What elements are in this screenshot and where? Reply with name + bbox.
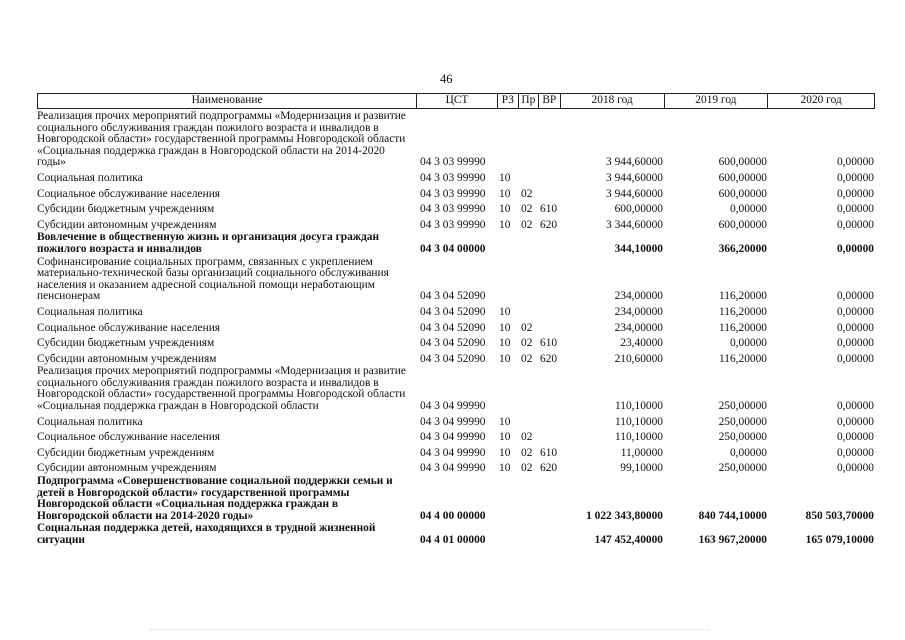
table-row [37, 350, 875, 366]
cell-y2019: 116,20000 [719, 352, 767, 365]
cell-name: Софинансирование социальных программ, связанных с укреплением материально-технической базы организаций социального обслуживания населения и оказанием адресной социальной помощи неработающим пенсионерам [37, 255, 389, 303]
cell-name: Социальное обслуживание населения [37, 187, 221, 200]
table-row [37, 475, 875, 522]
cell-y2020: 0,00000 [836, 305, 874, 318]
cell-y2020: 0,00000 [836, 156, 874, 169]
cell-cst: 04 3 04 52090 [420, 352, 486, 365]
cell-pr: 02 [521, 321, 533, 334]
table-row [37, 459, 875, 475]
cell-pr: 02 [521, 462, 533, 475]
cell-y2020: 0,00000 [836, 203, 874, 216]
cell-pr: 02 [521, 187, 533, 200]
header-2020: 2020 год [800, 94, 842, 106]
cell-y2020: 0,00000 [836, 218, 874, 231]
cell-name: Социальное обслуживание населения [37, 321, 221, 334]
cell-name: Социальная политика [37, 171, 143, 184]
header-name: Наименование [38, 94, 417, 108]
table-row [37, 256, 875, 303]
cell-pr: 02 [521, 218, 533, 231]
cell-vr: 620 [540, 352, 558, 365]
cell-y2018: 11,00000 [620, 446, 663, 459]
cell-y2019: 600,00000 [718, 171, 767, 184]
cell-vr: 620 [540, 218, 558, 231]
cell-y2020: 0,00000 [836, 352, 874, 365]
cell-rz: 10 [499, 171, 511, 184]
cell-y2018: 600,00000 [614, 203, 663, 216]
cell-vr: 620 [540, 462, 558, 475]
cell-cst: 04 3 04 52090 [420, 337, 486, 350]
cell-cst: 04 3 04 99990 [420, 400, 486, 413]
cell-y2019: 116,20000 [719, 290, 767, 303]
cell-cst: 04 3 04 99990 [420, 431, 486, 444]
cell-y2019: 0,00000 [729, 203, 767, 216]
cell-pr: 02 [521, 352, 533, 365]
cell-y2018: 1 022 343,80000 [586, 509, 663, 522]
cell-rz: 10 [499, 187, 511, 200]
page-number: 46 [440, 72, 453, 86]
cell-y2019: 840 744,10000 [698, 509, 767, 522]
cell-cst: 04 3 03 99990 [420, 156, 486, 169]
cell-name: Реализация прочих мероприятий подпрограммы «Модернизация и развитие социального обслуживания граждан пожилого возраста и инвалидов в Новгородской области» государственной программы Новгородской области «Социальная поддержка граждан в Новгородской области на 2014-2020 годы» [37, 110, 406, 169]
cell-cst: 04 3 03 99990 [420, 203, 486, 216]
cell-y2018: 99,10000 [620, 462, 663, 475]
cell-cst: 04 3 04 99990 [420, 415, 486, 428]
cell-y2019: 250,00000 [718, 462, 767, 475]
table-body [37, 110, 875, 547]
cell-y2020: 0,00000 [836, 431, 874, 444]
cell-y2018: 344,10000 [614, 242, 663, 255]
table-row [37, 231, 875, 255]
table-row [37, 303, 875, 319]
cell-rz: 10 [499, 352, 511, 365]
cell-rz: 10 [499, 462, 511, 475]
cell-y2018: 3 944,60000 [606, 187, 663, 200]
table-row [37, 110, 875, 169]
cell-y2019: 250,00000 [718, 415, 767, 428]
cell-vr: 610 [540, 203, 558, 216]
cell-rz: 10 [499, 337, 511, 350]
table-header [37, 93, 875, 109]
cell-y2019: 116,20000 [719, 305, 767, 318]
cell-y2018: 234,00000 [614, 321, 663, 334]
table-row [37, 428, 875, 444]
cell-rz: 10 [499, 305, 511, 318]
cell-name: Субсидии автономным учреждениям [37, 462, 217, 475]
cell-y2020: 850 503,70000 [805, 509, 874, 522]
cell-name: Социальное обслуживание населения [37, 431, 221, 444]
cell-y2018: 110,10000 [615, 431, 663, 444]
cell-cst: 04 3 03 99990 [420, 187, 486, 200]
cell-y2020: 0,00000 [836, 187, 874, 200]
header-cst: ЦСТ [417, 94, 498, 108]
cell-y2018: 147 452,40000 [594, 534, 663, 546]
table-row [37, 365, 875, 412]
cell-cst: 04 3 04 99990 [420, 446, 486, 459]
cell-cst: 04 4 00 00000 [420, 509, 486, 522]
cell-y2019: 0,00000 [729, 446, 767, 459]
cell-name: Социальная поддержка детей, находящихся в трудной жизненной ситуации [37, 522, 376, 546]
cell-rz: 10 [499, 218, 511, 231]
cell-y2020: 0,00000 [836, 171, 874, 184]
cell-rz: 10 [499, 431, 511, 444]
cell-pr: 02 [521, 203, 533, 216]
cell-name: Вовлечение в общественную жизнь и организация досуга граждан пожилого возраста и инвалидов [37, 231, 380, 255]
cell-y2020: 0,00000 [836, 337, 874, 350]
cell-y2020: 165 079,10000 [805, 534, 874, 546]
cell-name: Субсидии автономным учреждениям [37, 218, 217, 231]
cell-y2018: 110,10000 [615, 400, 663, 413]
cell-rz: 10 [499, 203, 511, 216]
header-rz: РЗ [498, 94, 519, 108]
table-row [37, 185, 875, 201]
cell-rz: 10 [499, 415, 511, 428]
cell-cst: 04 3 04 52090 [420, 305, 486, 318]
budget-table [37, 93, 875, 547]
cell-rz: 10 [499, 446, 511, 459]
table-row [37, 169, 875, 185]
cell-y2019: 250,00000 [718, 431, 767, 444]
cell-y2018: 210,60000 [614, 352, 663, 365]
cell-y2018: 23,40000 [620, 337, 663, 350]
cell-name: Социальная политика [37, 305, 143, 318]
cell-name: Субсидии бюджетным учреждениям [37, 337, 215, 350]
cell-y2020: 0,00000 [836, 446, 874, 459]
cell-y2020: 0,00000 [836, 321, 874, 334]
cell-y2018: 234,00000 [614, 305, 663, 318]
table-row [37, 334, 875, 350]
cell-name: Субсидии автономным учреждениям [37, 352, 217, 365]
header-2019: 2019 год [665, 94, 769, 108]
cell-vr: 610 [540, 446, 558, 459]
cell-y2020: 0,00000 [836, 242, 874, 255]
cell-y2018: 3 944,60000 [606, 156, 663, 169]
cell-name: Субсидии бюджетным учреждениям [37, 446, 215, 459]
cell-y2018: 3 344,60000 [606, 218, 663, 231]
table-row [37, 319, 875, 335]
cell-cst: 04 3 03 99990 [420, 218, 486, 231]
cell-cst: 04 3 04 52090 [420, 290, 486, 303]
cell-name: Реализация прочих мероприятий подпрограммы «Модернизация и развитие социального обслуживания граждан пожилого возраста и инвалидов в Новгородской области» государственной программы Новгородской области «Социальная поддержка граждан в Новгородской области [37, 365, 406, 413]
cell-pr: 02 [521, 337, 533, 350]
table-row [37, 200, 875, 216]
table-row [37, 522, 875, 546]
cell-vr: 610 [540, 337, 558, 350]
cell-y2019: 600,00000 [718, 156, 767, 169]
cell-pr: 02 [521, 446, 533, 459]
cell-y2019: 366,20000 [718, 242, 767, 255]
cell-y2019: 600,00000 [718, 187, 767, 200]
cell-cst: 04 3 03 99990 [420, 171, 486, 184]
cell-y2018: 110,10000 [615, 415, 663, 428]
cell-pr: 02 [521, 431, 533, 444]
scan-noise-line [150, 629, 710, 631]
cell-y2020: 0,00000 [836, 400, 874, 413]
cell-y2018: 234,00000 [614, 290, 663, 303]
cell-name: Субсидии бюджетным учреждениям [37, 203, 215, 216]
cell-name: Подпрограмма «Совершенствование социальной поддержки семьи и детей в Новгородской области» государственной программы Новгородской области «Социальная поддержка граждан в Новгородской области на 2014-2020 годы» [37, 475, 393, 522]
cell-cst: 04 3 04 52090 [420, 321, 486, 334]
cell-y2019: 600,00000 [718, 218, 767, 231]
header-2018: 2018 год [561, 94, 665, 108]
cell-y2020: 0,00000 [836, 415, 874, 428]
header-vr: ВР [539, 94, 561, 108]
cell-y2019: 116,20000 [719, 321, 767, 334]
header-pr: Пр [519, 94, 539, 108]
cell-y2019: 163 967,20000 [698, 534, 767, 546]
table-row [37, 413, 875, 429]
table-row [37, 216, 875, 232]
cell-y2020: 0,00000 [836, 462, 874, 475]
cell-y2018: 3 944,60000 [606, 171, 663, 184]
table-row [37, 444, 875, 460]
cell-cst: 04 4 01 00000 [420, 534, 486, 546]
cell-name: Социальная политика [37, 415, 143, 428]
cell-y2019: 250,00000 [718, 400, 767, 413]
cell-rz: 10 [499, 321, 511, 334]
cell-cst: 04 3 04 00000 [420, 242, 486, 255]
cell-y2019: 0,00000 [729, 337, 767, 350]
cell-y2020: 0,00000 [836, 290, 874, 303]
cell-cst: 04 3 04 99990 [420, 462, 486, 475]
